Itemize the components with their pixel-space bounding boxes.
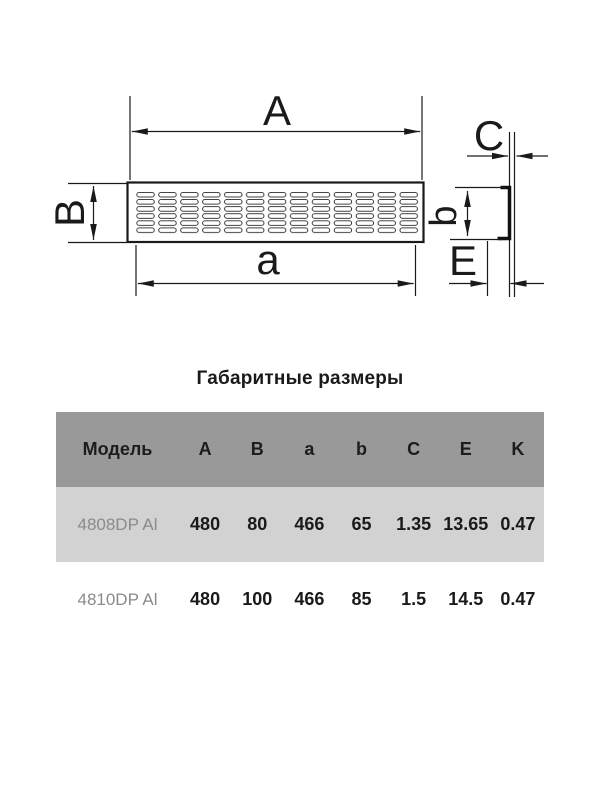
front-view [46,87,424,296]
value-E: 14.5 [448,589,484,609]
label-C: C [473,112,505,159]
value-K: 0.47 [500,514,536,534]
col-header-E: E [459,439,472,459]
dimension-drawing [0,0,600,352]
value-b: 65 [351,514,372,534]
value-B: 100 [242,589,273,609]
value-a: 466 [294,514,325,534]
col-header-K: K [511,439,525,459]
model-name: 4808DP Al [77,514,158,534]
side-view [423,112,548,297]
col-header-model: Модель [82,439,153,459]
grille-slot-grid [136,192,421,235]
col-header-b: b [355,439,367,459]
label-b: b [423,205,465,227]
label-B: B [46,198,93,228]
value-B: 80 [247,514,268,534]
label-A: A [262,87,292,134]
value-E: 13.65 [443,514,489,534]
value-K: 0.47 [500,589,536,609]
model-name: 4810DP Al [77,589,158,609]
value-A: 480 [190,514,221,534]
dimensions-table [56,412,544,637]
label-a: a [256,236,280,283]
table-title: Габаритные размеры [196,368,404,389]
label-E: E [448,237,478,284]
table-header-row [56,412,544,487]
col-header-C: C [407,439,421,459]
col-header-A: A [198,439,212,459]
value-A: 480 [190,589,221,609]
value-b: 85 [351,589,372,609]
value-a: 466 [294,589,325,609]
table-row [56,562,544,637]
grille-profile-section [498,188,510,239]
value-C: 1.5 [401,589,427,609]
table-row [56,487,544,562]
col-header-B: B [250,439,264,459]
col-header-a: a [304,439,315,459]
value-C: 1.35 [396,514,432,534]
